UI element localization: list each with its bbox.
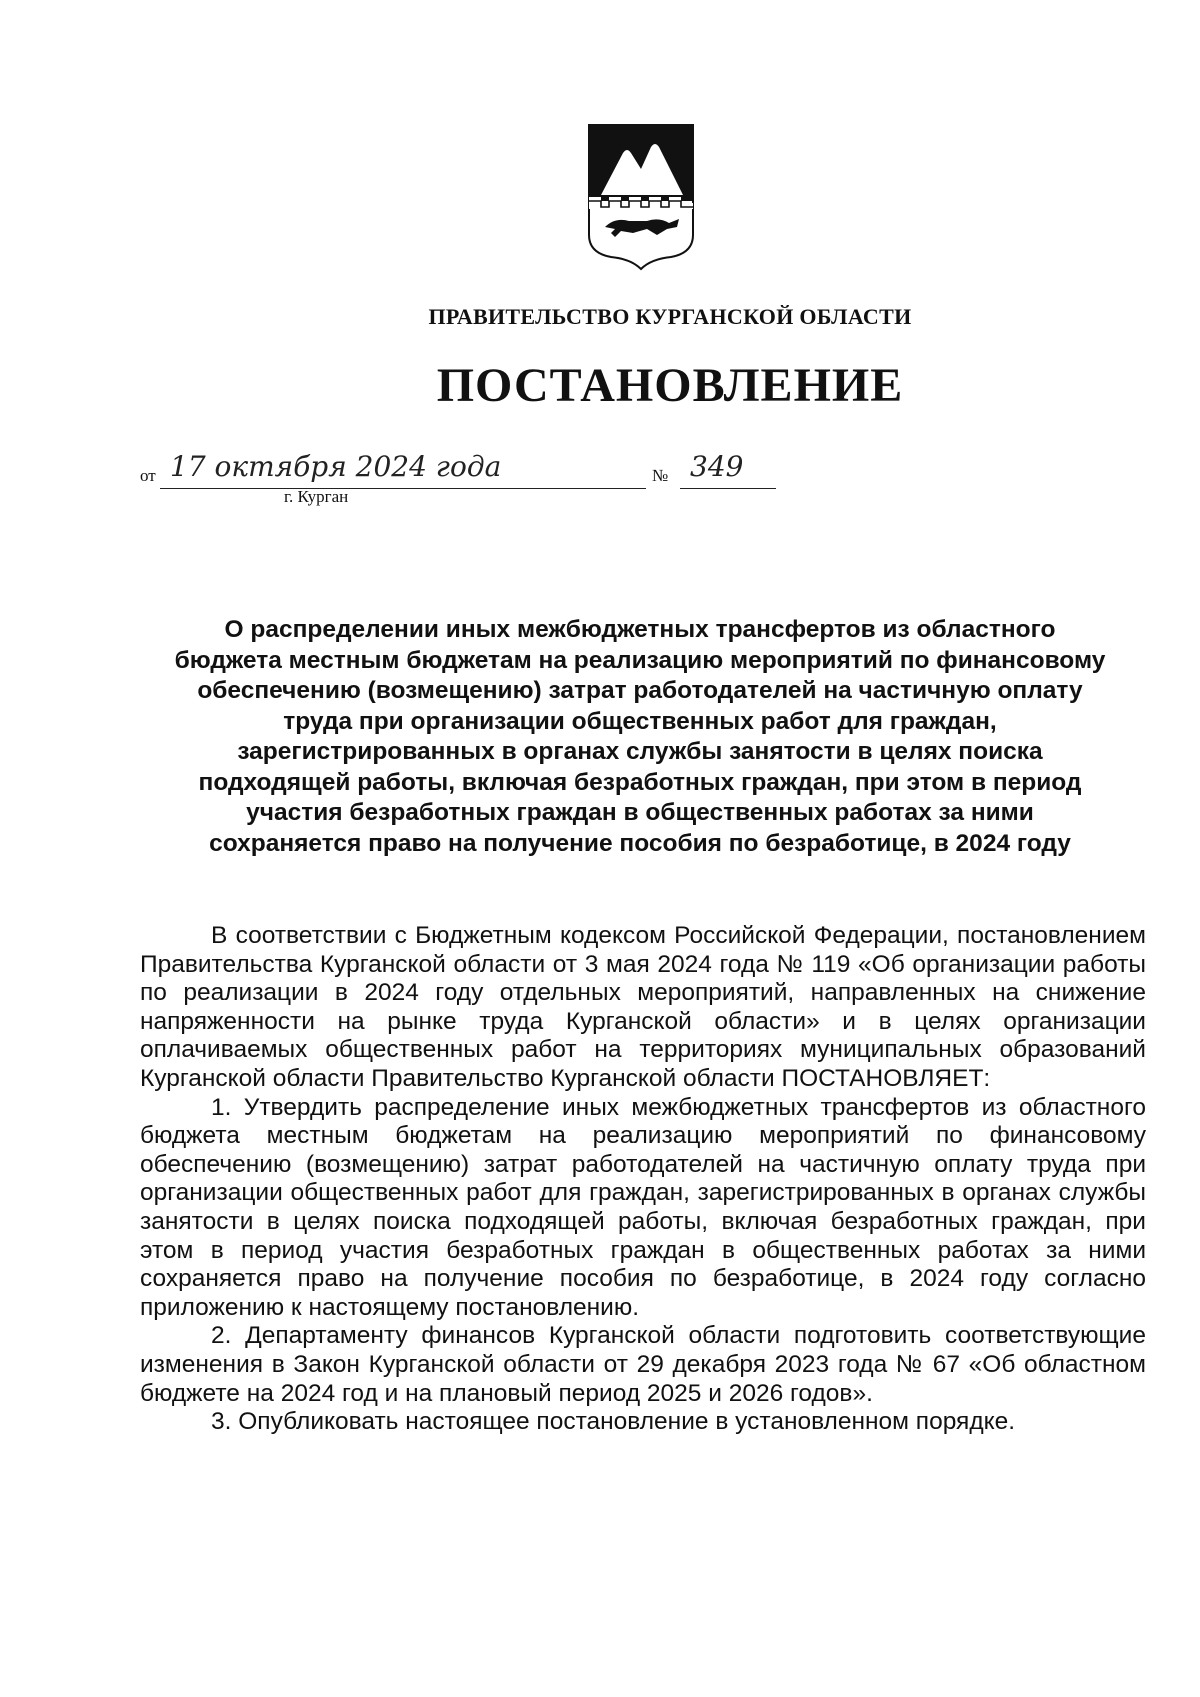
clause-1: 1. Утвердить распределение иных межбюджетных трансфертов из областного бюджета местным бюджетам на реализацию мероприятий по финансовому обеспечению (возмещению) затрат работодателей на частичную оплату труда при организации общественных работ для граждан, зарегистрированных в органах службы занятости в целях поиска подходящей работы, включая безработных граждан, при этом в период участия безработных граждан в общественных работах за ними сохраняется право на получение пособия по безработице, в 2024 году согласно приложению к настоящему постановлению. bbox=[140, 1093, 1146, 1321]
resolution-title bbox=[150, 615, 1130, 859]
date-prefix: от bbox=[140, 466, 156, 485]
date-number-line bbox=[140, 450, 744, 510]
date-underline bbox=[160, 488, 646, 489]
title-line: труда при организации общественных работ для граждан, bbox=[283, 707, 997, 735]
title-line: сохраняется право на получение пособия по безработице, в 2024 году bbox=[209, 829, 1071, 857]
title-line: обеспечению (возмещению) затрат работодателей на частичную оплату bbox=[197, 677, 1083, 704]
document-type: ПОСТАНОВЛЕНИЕ bbox=[436, 359, 904, 412]
title-line: участия безработных граждан в общественных работах за ними bbox=[246, 799, 1034, 826]
number-prefix: № bbox=[652, 466, 669, 485]
preamble-paragraph: В соответствии с Бюджетным кодексом Российской Федерации, постановлением Правительства Курганской области от 3 мая 2024 года № 119 «Об организации работы по реализации в 2024 году отдельных мероприятий, направленных на снижение напряженности на рынке труда Курганской области» и в целях организации оплачиваемых общественных работ на территориях муниципальных образований Курганской области Правительство Курганской области ПОСТАНОВЛЯЕТ: bbox=[140, 922, 1146, 1092]
clause-2: 2. Департаменту финансов Курганской области подготовить соответствующие изменения в Закон Курганской области от 29 декабря 2023 года № 67 «Об областном бюджете на 2024 год и на плановый период 2025 и 2026 годов». bbox=[140, 1322, 1146, 1407]
number-underline bbox=[680, 488, 776, 489]
government-name: ПРАВИТЕЛЬСТВО КУРГАНСКОЙ ОБЛАСТИ bbox=[428, 304, 912, 329]
handwritten-number: 349 bbox=[690, 450, 744, 483]
title-line: О распределении иных межбюджетных трансфертов из областного bbox=[224, 616, 1056, 643]
coat-of-arms-icon bbox=[587, 123, 695, 271]
title-line: зарегистрированных в органах службы занятости в целях поиска bbox=[237, 738, 1043, 765]
handwritten-date: 17 октября 2024 года bbox=[170, 450, 502, 483]
document-body bbox=[140, 922, 1146, 1437]
title-line: бюджета местным бюджетам на реализацию мероприятий по финансовому bbox=[174, 646, 1106, 674]
clause-3: 3. Опубликовать настоящее постановление в установленном порядке. bbox=[211, 1408, 1016, 1436]
city: г. Курган bbox=[284, 487, 349, 506]
title-line: подходящей работы, включая безработных граждан, при этом в период bbox=[198, 768, 1082, 796]
